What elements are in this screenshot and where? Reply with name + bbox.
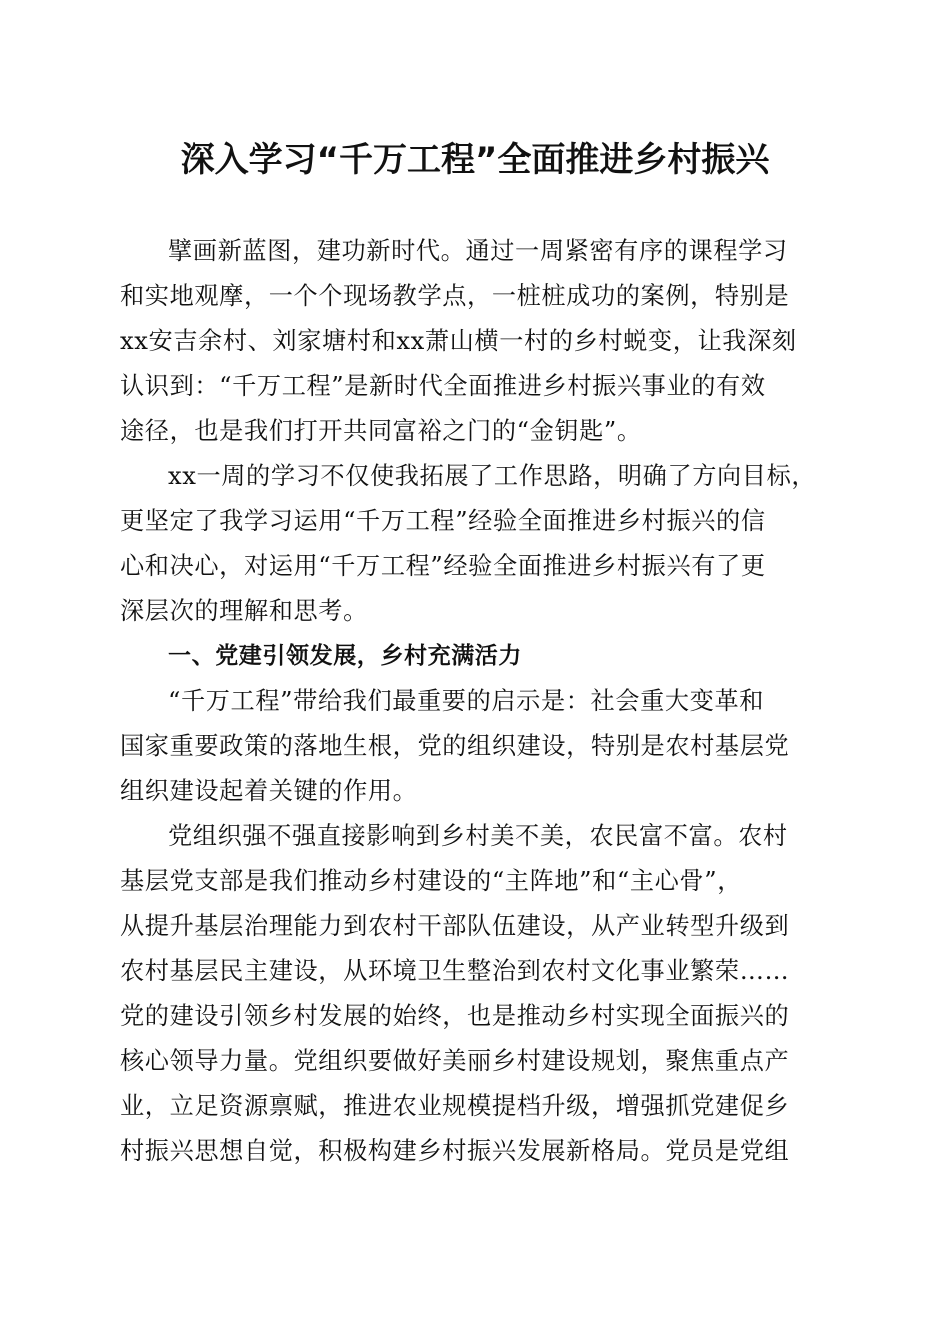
- section-heading: 一、党建引领发展，乡村充满活力: [168, 643, 522, 669]
- text-line: 和实地观摩，一个个现场教学点，一桩桩成功的案例，特别是: [120, 282, 790, 310]
- text-line: 党组织强不强直接影响到乡村美不美，农民富不富。农村: [168, 822, 788, 850]
- text-line: 党的建设引领乡村发展的始终，也是推动乡村实现全面振兴的: [120, 1002, 790, 1030]
- text-line: 深层次的理解和思考。: [120, 597, 368, 625]
- text-line: 村振兴思想自觉，积极构建乡村振兴发展新格局。党员是党组: [120, 1137, 790, 1165]
- text-line: 业，立足资源禀赋，推进农业规模提档升级，增强抓党建促乡: [120, 1092, 790, 1120]
- text-line: 农村基层民主建设，从环境卫生整治到农村文化事业繁荣……: [120, 957, 790, 985]
- text-line: 核心领导力量。党组织要做好美丽乡村建设规划，聚焦重点产: [120, 1047, 790, 1075]
- text-line: 组织建设起着关键的作用。: [120, 777, 418, 805]
- text-line: xx安吉余村、刘家塘村和xx萧山横一村的乡村蜕变，让我深刻: [120, 327, 797, 355]
- document-title: 深入学习“千万工程”全面推进乡村振兴: [180, 140, 770, 180]
- text-line: 从提升基层治理能力到农村干部队伍建设，从产业转型升级到: [120, 912, 790, 940]
- text-line: 擘画新蓝图，建功新时代。通过一周紧密有序的课程学习: [168, 237, 788, 265]
- text-line: 途径，也是我们打开共同富裕之门的“金钥匙”。: [120, 417, 642, 445]
- text-line: 更坚定了我学习运用“千万工程”经验全面推进乡村振兴的信: [120, 507, 766, 535]
- text-line: xx一周的学习不仅使我拓展了工作思路，明确了方向目标，: [168, 462, 817, 490]
- text-line: 基层党支部是我们推动乡村建设的“主阵地”和“主心骨”，: [120, 867, 742, 895]
- text-line: “千万工程”带给我们最重要的启示是：社会重大变革和: [168, 687, 765, 715]
- text-line: 国家重要政策的落地生根，党的组织建设，特别是农村基层党: [120, 732, 790, 760]
- text-line: 心和决心，对运用“千万工程”经验全面推进乡村振兴有了更: [120, 552, 766, 580]
- text-line: 认识到：“千万工程”是新时代全面推进乡村振兴事业的有效: [120, 372, 766, 400]
